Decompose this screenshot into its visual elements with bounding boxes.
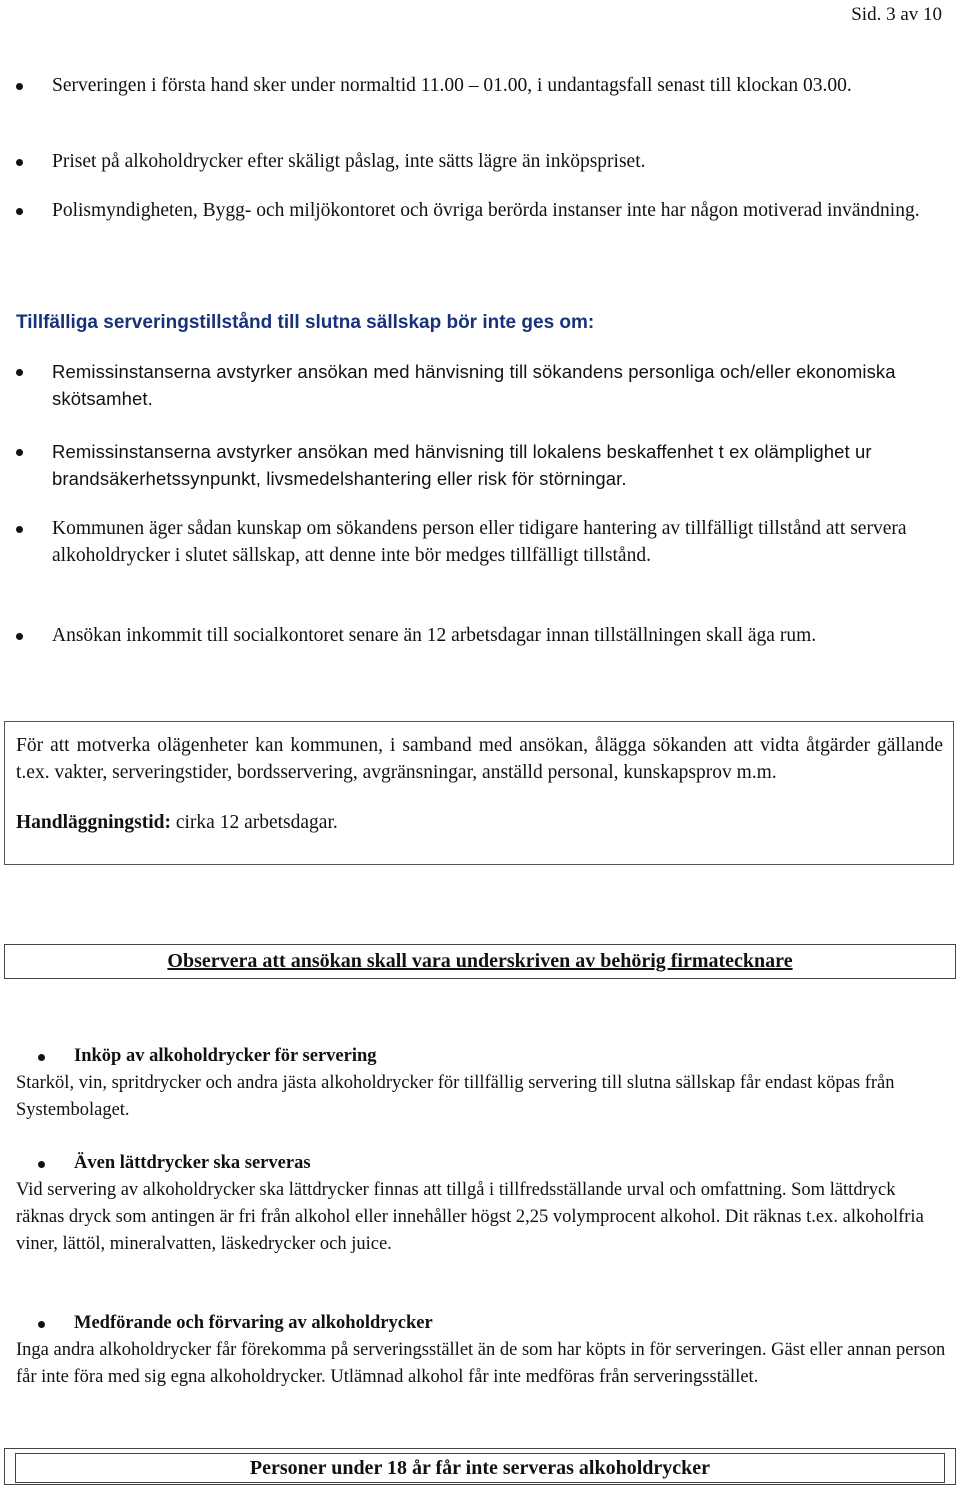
list-item-text: Polismyndigheten, Bygg- och miljökontoret och övriga berörda instanser inte har någon motiverad invändning. [52,200,920,221]
handling-time-value: cirka 12 arbetsdagar. [170,812,338,833]
list-item-text: Priset på alkoholdrycker efter skäligt påslag, inte sätts lägre än inköpspriset. [52,151,646,172]
bullet-icon [16,633,23,640]
age-notice-box [4,1448,956,1485]
info-box [4,721,954,865]
section-body: Vid servering av alkoholdrycker ska lättdrycker finnas att tillgå i tillfredsställande urval och omfattning. Som lättdryck räknas dryck som antingen är fri från alkohol eller innehåller högst 2,25 volymprocent alkohol. Dit räknas t.ex. alkoholfria viner, lättöl, mineralvatten, läskedrycker och juice. [16,1180,924,1254]
bullet-icon [38,1054,45,1061]
top-bullet-list [16,72,946,224]
list-item [16,148,946,197]
list-item-text: Ansökan inkommit till socialkontoret senare än 12 arbetsdagar innan tillställningen skall äga rum. [52,625,817,646]
bullet-icon [38,1161,45,1168]
section-purchase [16,1043,946,1124]
section-soft-drinks [16,1150,946,1258]
signature-notice-box [4,944,956,979]
section-body: Starköl, vin, spritdrycker och andra jästa alkoholdrycker för tillfällig servering till slutna sällskap får endast köpas från Systembolaget. [16,1073,895,1120]
municipality-list [16,515,946,649]
list-item [16,358,946,438]
page-number: Sid. 3 av 10 [851,4,942,25]
bullet-icon [16,208,23,215]
list-item [16,197,946,224]
handling-time [16,809,943,836]
list-item [16,438,946,514]
list-item [16,622,946,649]
bullet-icon [16,159,23,166]
bullet-icon [16,526,23,533]
bullet-icon [16,449,23,456]
section-heading-text: Även lättdrycker ska serveras [74,1153,311,1173]
info-box-text: För att motverka olägenheter kan kommunen, i samband med ansökan, ålägga sökanden att vidta åtgärder gällande t.ex. vakter, serveringstider, bordsservering, avgränsningar, anställd personal, kunskapsprov m.m. [16,735,943,783]
list-item-text: Kommunen äger sådan kunskap om sökandens person eller tidigare hantering av tillfälligt tillstånd att servera alkoholdrycker i slutet sällskap, att denne inte bör medges tillfälligt tillstånd. [52,518,907,566]
handling-time-label: Handläggningstid: [16,812,171,833]
list-item-text: Remissinstanserna avstyrker ansökan med hänvisning till sökandens personliga och/eller ekonomiska skötsamhet. [52,361,896,409]
section-heading-text: Medförande och förvaring av alkoholdrycker [74,1313,433,1333]
section-heading-text: Inköp av alkoholdrycker för servering [74,1046,377,1066]
list-item [16,72,946,148]
bullet-icon [16,83,23,90]
section-heading [0,1310,946,1337]
temporary-permit-list [16,358,946,514]
section-body: Inga andra alkoholdrycker får förekomma på serveringsstället än de som har köpts in för serveringen. Gäst eller annan person får inte föra med sig egna alkoholdrycker. Utlämnad alkohol får inte medföras från serveringsstället. [16,1340,946,1387]
temporary-permit-heading: Tillfälliga serveringstillstånd till slutna sällskap bör inte ges om: [16,312,595,333]
list-item-text: Remissinstanserna avstyrker ansökan med hänvisning till lokalens beskaffenhet t ex olämplighet ur brandsäkerhetssynpunkt, livsmedelshantering eller risk för störningar. [52,441,872,489]
list-item-text: Serveringen i första hand sker under normaltid 11.00 – 01.00, i undantagsfall senast till klockan 03.00. [52,75,852,96]
bullet-icon [16,369,23,376]
section-bring-store [16,1310,946,1391]
section-heading [0,1043,946,1070]
section-heading [0,1150,946,1177]
age-notice: Personer under 18 år får inte serveras alkoholdrycker [15,1453,945,1483]
list-item [16,515,946,622]
bullet-icon [38,1321,45,1328]
signature-notice: Observera att ansökan skall vara underskriven av behörig firmatecknare [167,950,793,972]
